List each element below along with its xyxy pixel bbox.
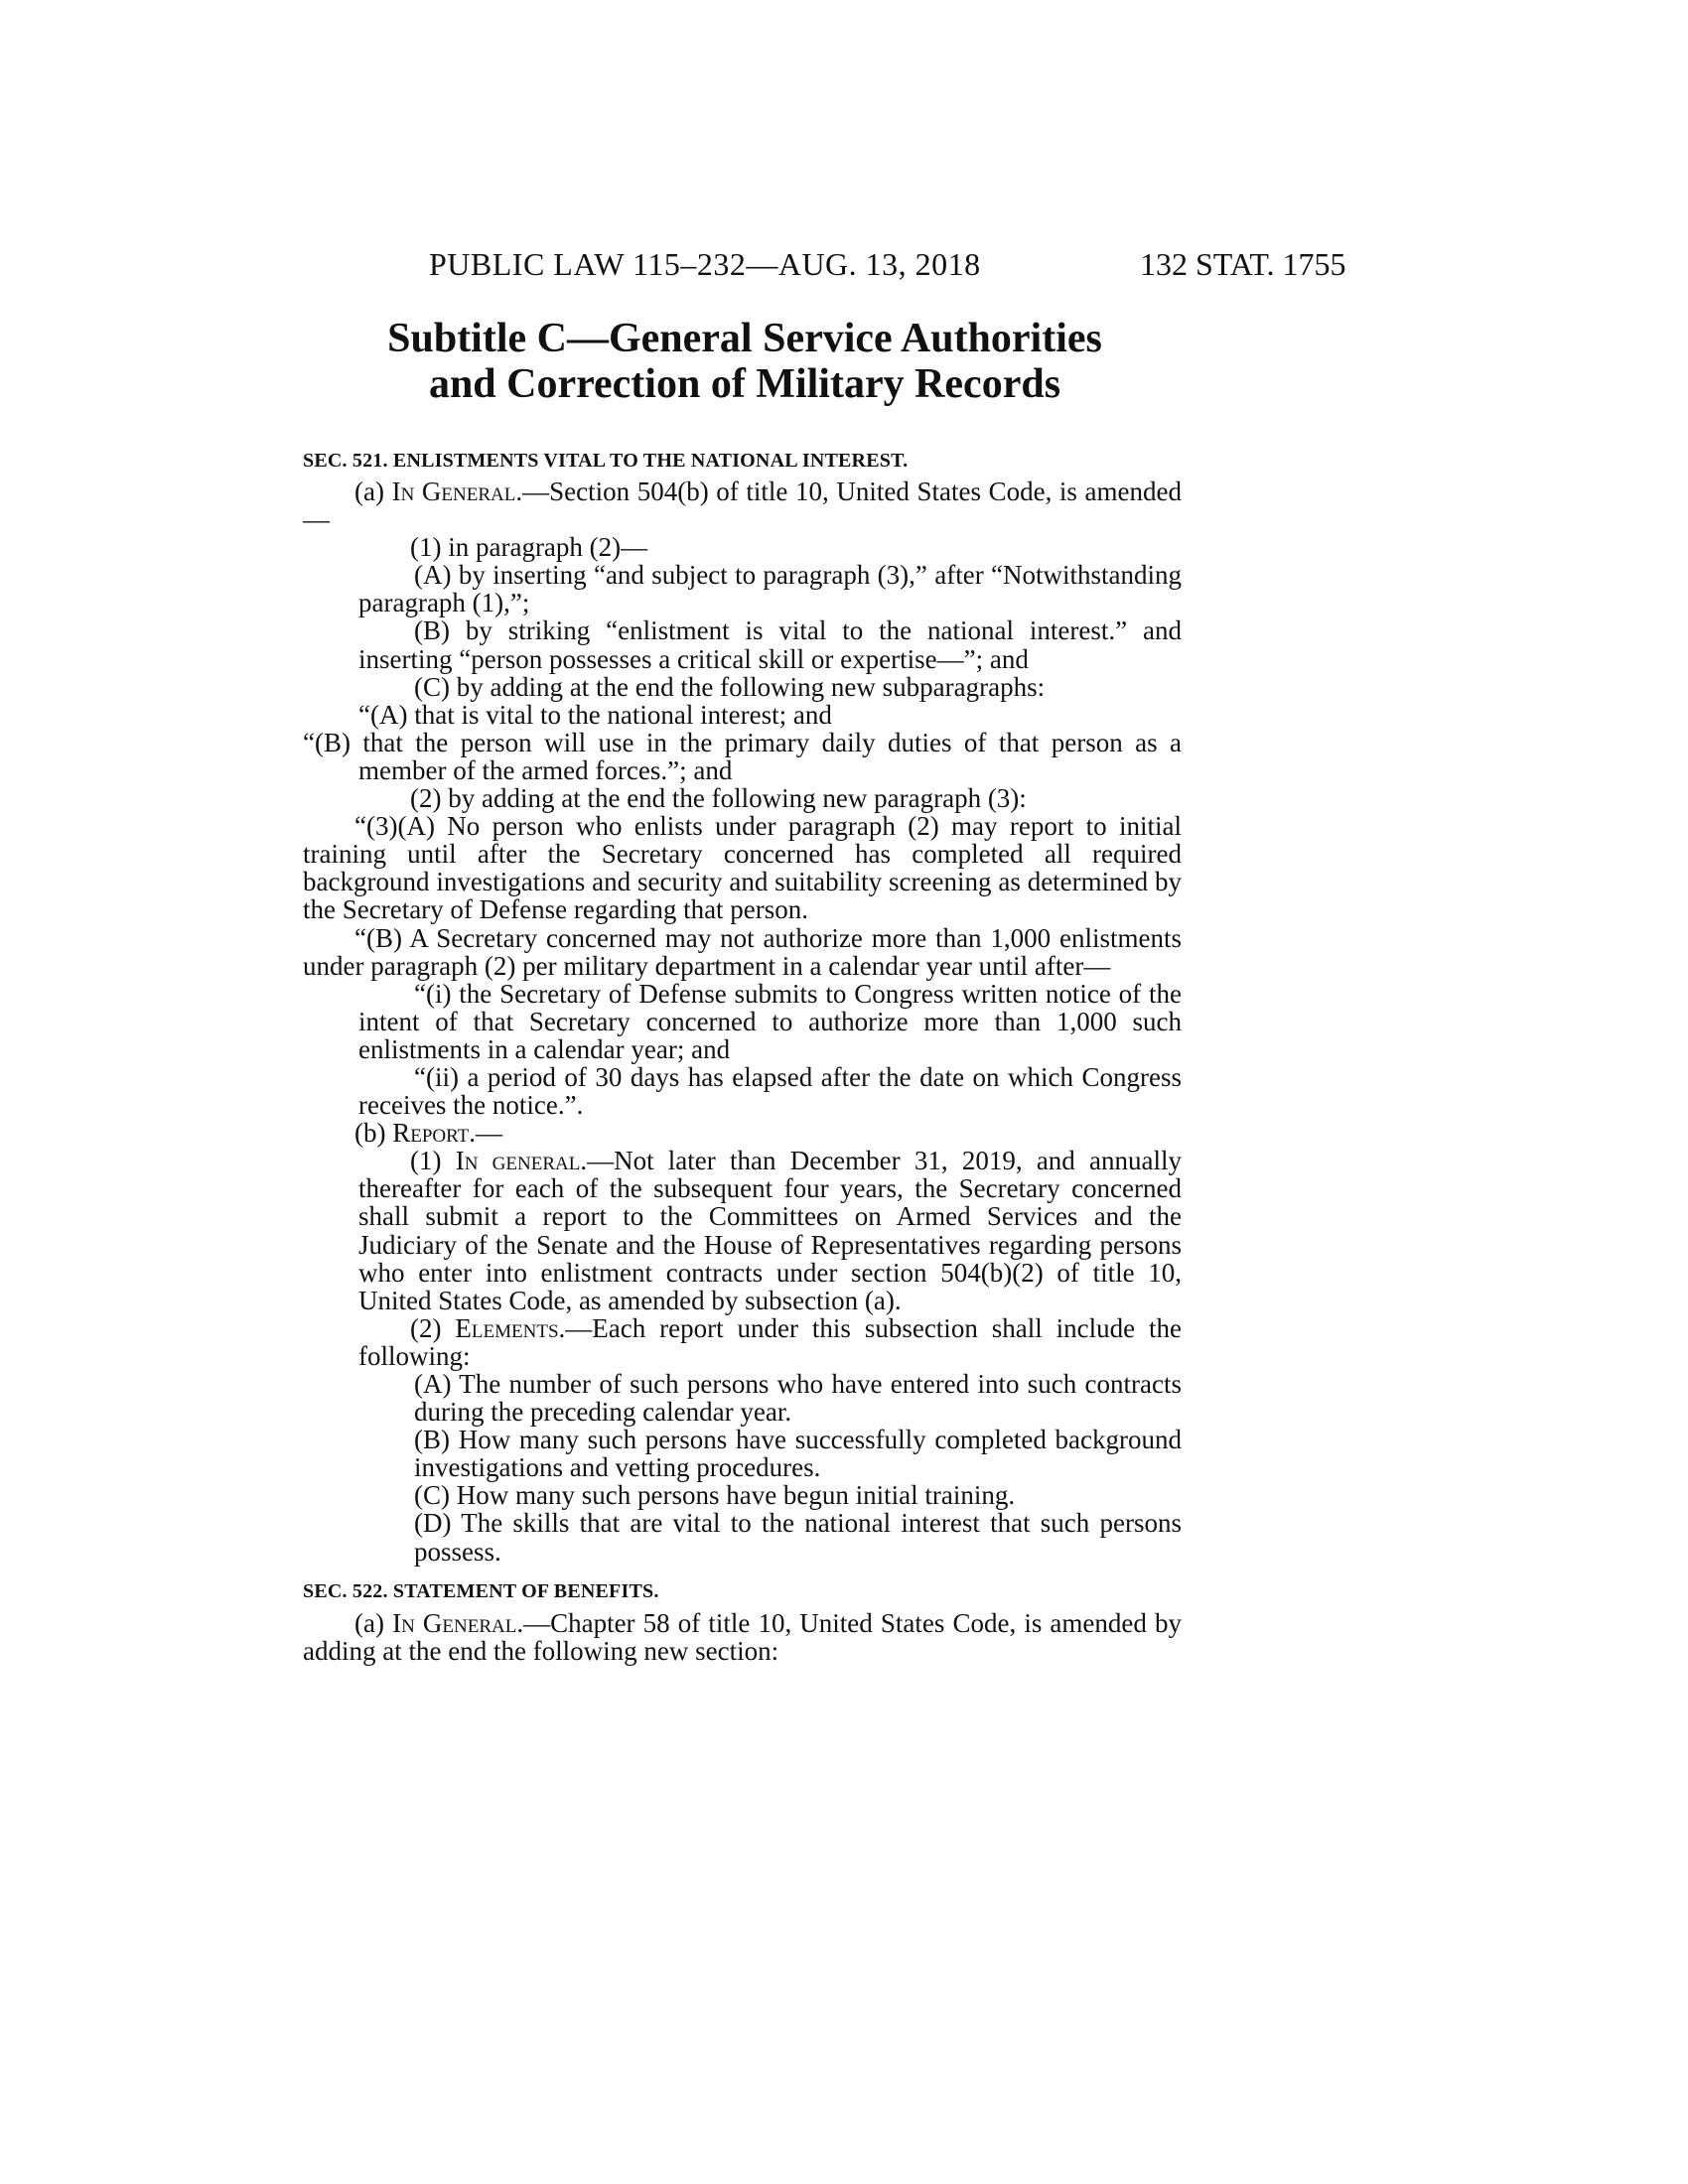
label: (2): [410, 1312, 456, 1343]
text: .—: [469, 1118, 503, 1149]
quoted-paragraph-3A: “(3)(A) No person who enlists under paragraph (2) may report to initial training until after the Secretary concerned has completed all required background investigations and security and suitability screening as determined by the Secretary of Defense regarding that person.: [303, 811, 1182, 925]
sec521-b2-subparagraph-B: (B) How many such persons have successfully completed background investigations and vetting procedures.: [414, 1425, 1182, 1483]
sec521-subsection-a: [303, 478, 1182, 533]
running-head: PUBLIC LAW 115–232—AUG. 13, 2018: [429, 246, 981, 282]
subtitle-heading: [298, 316, 1192, 407]
caption: Report: [392, 1118, 470, 1149]
sec521-b2-subparagraph-A: (A) The number of such persons who have entered into such contracts during the preceding calendar year.: [414, 1369, 1182, 1428]
caption: In general: [455, 1146, 581, 1176]
sec521-a1-subparagraph-A: (A) by inserting “and subject to paragraph (3),” after “Notwithstanding paragraph (1),”;: [358, 560, 1182, 618]
caption: In General: [392, 1607, 517, 1638]
label: (a): [354, 1607, 393, 1638]
sec521-b2-subparagraph-C: (C) How many such persons have begun initial training.: [414, 1480, 1016, 1511]
label: (1): [410, 1146, 456, 1176]
text: .—Each report under this subsection shall include the following:: [358, 1312, 1182, 1371]
sec521-b2-subparagraph-D: (D) The skills that are vital to the national interest that such persons possess.: [414, 1508, 1182, 1567]
sec521-a-paragraph-1: (1) in paragraph (2)—: [410, 532, 648, 563]
section-521-heading: SEC. 521. ENLISTMENTS VITAL TO THE NATIONAL INTEREST.: [303, 450, 909, 472]
sec521-a1-subparagraph-B: (B) by striking “enlistment is vital to the national interest.” and inserting “person possesses a critical skill or expertise—”; and: [358, 615, 1182, 674]
caption: In General: [391, 477, 516, 506]
sec521-a-paragraph-2: (2) by adding at the end the following new paragraph (3):: [410, 783, 1027, 814]
sec521-a1-subparagraph-C: (C) by adding at the end the following new subparagraphs:: [414, 671, 1046, 702]
quoted-subparagraph-A: “(A) that is vital to the national interest; and: [358, 699, 832, 730]
text: .—Not later than December 31, 2019, and annually thereafter for each of the subsequent four years, the Secretary concerned shall submit a report to the Committees on Armed Services and the Judiciary of the Senate and the House of Representatives regarding persons who enter into enlistment contracts under section 504(b)(2) of title 10, United States Code, as amended by subsection (a).: [358, 1146, 1182, 1315]
label: (a): [354, 477, 392, 506]
subtitle-line-1: Subtitle C—General Service Authorities: [387, 316, 1102, 361]
quoted-clause-i: “(i) the Secretary of Defense submits to Congress written notice of the intent of that Secretary concerned to authorize more than 1,000 such enlistments in a calendar year; and: [358, 978, 1182, 1064]
text: .—Section 504(b) of title 10, United States Code, is amended—: [303, 477, 1183, 535]
sec521-subsection-b: [303, 1119, 1182, 1147]
quoted-clause-ii: “(ii) a period of 30 days has elapsed after the date on which Congress receives the notice.”.: [358, 1061, 1182, 1121]
caption: Elements: [455, 1312, 559, 1343]
subtitle-line-2: and Correction of Military Records: [428, 361, 1061, 407]
section-522-heading: SEC. 522. STATEMENT OF BENEFITS.: [303, 1579, 659, 1602]
text: .—Chapter 58 of title 10, United States Code, is amended by adding at the end the following new section:: [303, 1607, 1182, 1666]
label: (b): [354, 1118, 393, 1149]
quoted-paragraph-3B: “(B) A Secretary concerned may not authorize more than 1,000 enlistments under paragraph (2) per military department in a calendar year until after—: [303, 922, 1182, 981]
quoted-subparagraph-B: “(B) that the person will use in the primary daily duties of that person as a member of the armed forces.”; and: [303, 727, 1182, 785]
sec521-b-paragraph-2: [303, 1314, 1182, 1370]
statute-reference: 132 STAT. 1755: [1140, 246, 1346, 282]
sec522-subsection-a: [303, 1609, 1182, 1665]
sec521-b-paragraph-1: [303, 1147, 1182, 1314]
document-body: [303, 447, 1182, 1665]
